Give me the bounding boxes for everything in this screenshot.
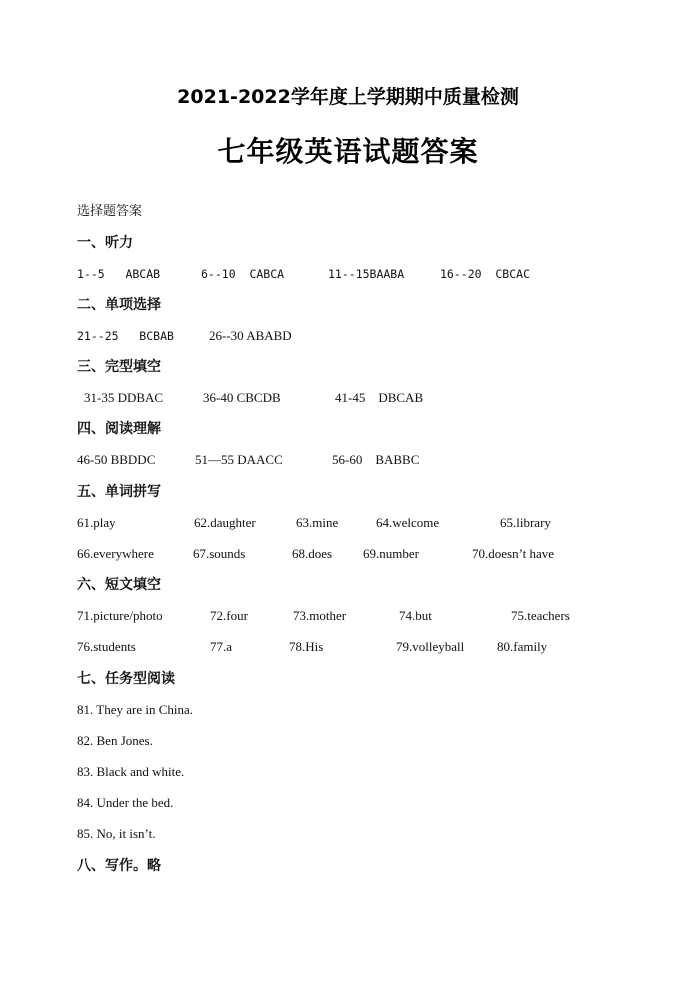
answer-row: [0, 543, 696, 565]
answer-item: 26--30 ABABD: [209, 328, 292, 343]
answer-item: 80.family: [497, 639, 548, 654]
answer-row: [0, 636, 696, 658]
answer-row: [0, 699, 696, 721]
answer-item: 51—55 DAACC: [195, 452, 283, 467]
answer-item: 1--5 ABCAB: [77, 267, 161, 281]
answer-item: 31-35 DDBAC: [84, 390, 164, 405]
answer-item: 65.library: [500, 515, 551, 530]
answer-item: 71.picture/photo: [77, 608, 163, 623]
answer-item: 85. No, it isn’t.: [77, 826, 156, 841]
section-heading-spelling: 五、单词拼写: [77, 484, 161, 500]
answer-item: 68.does: [292, 546, 333, 561]
section-heading-cloze: 三、完型填空: [77, 359, 161, 375]
answer-item: 69.number: [363, 546, 419, 561]
answer-intro-label: 选择题答案: [77, 204, 143, 219]
answer-row: [0, 387, 696, 409]
answer-row: [0, 730, 696, 752]
answer-item: 83. Black and white.: [77, 764, 185, 779]
section-heading-writing: 八、写作。略: [77, 858, 161, 874]
answer-item: 70.doesn’t have: [472, 546, 555, 561]
answer-item: 73.mother: [293, 608, 347, 623]
section-heading-reading: 四、阅读理解: [77, 421, 161, 437]
answer-item: 46-50 BBDDC: [77, 452, 156, 467]
answer-item: 82. Ben Jones.: [77, 733, 153, 748]
answer-item: 77.a: [210, 639, 233, 654]
answer-item: 63.mine: [296, 515, 339, 530]
section-heading-task-reading: 七、任务型阅读: [77, 671, 175, 687]
answer-row: [0, 512, 696, 534]
answer-row: [0, 449, 696, 471]
answer-item: 66.everywhere: [77, 546, 154, 561]
answer-row: [0, 605, 696, 627]
answer-item: 79.volleyball: [396, 639, 465, 654]
answer-item: 72.four: [210, 608, 248, 623]
answer-item: 76.students: [77, 639, 136, 654]
answer-item: 21--25 BCBAB: [77, 329, 174, 343]
section-heading-single-choice: 二、单项选择: [77, 297, 161, 313]
answer-item: 62.daughter: [194, 515, 256, 530]
answer-item: 81. They are in China.: [77, 702, 194, 717]
section-heading-listening: 一、听力: [77, 235, 133, 251]
answer-item: 64.welcome: [376, 515, 440, 530]
answer-item: 56-60 BABBC: [332, 452, 420, 467]
answer-item: 16--20 CBCAC: [440, 267, 531, 281]
answer-item: 61.play: [77, 515, 116, 530]
answer-row: [0, 792, 696, 814]
section-heading-passage-fill: 六、短文填空: [77, 577, 161, 593]
answer-row: [0, 263, 696, 285]
answer-item: 67.sounds: [193, 546, 246, 561]
answer-item: 75.teachers: [511, 608, 570, 623]
answer-row: [0, 325, 696, 347]
answer-item: 41-45 DBCAB: [335, 390, 424, 405]
answer-row: [0, 761, 696, 783]
answer-item: 74.but: [399, 608, 432, 623]
answer-item: 36-40 CBCDB: [203, 390, 281, 405]
answer-item: 78.His: [289, 639, 324, 654]
answer-item: 11--15BAABA: [328, 267, 405, 281]
document-title: 2021-2022学年度上学期期中质量检测: [177, 86, 519, 108]
answer-row: [0, 823, 696, 845]
answer-item: 6--10 CABCA: [201, 267, 285, 281]
answer-item: 84. Under the bed.: [77, 795, 174, 810]
document-subtitle: 七年级英语试题答案: [217, 135, 479, 168]
